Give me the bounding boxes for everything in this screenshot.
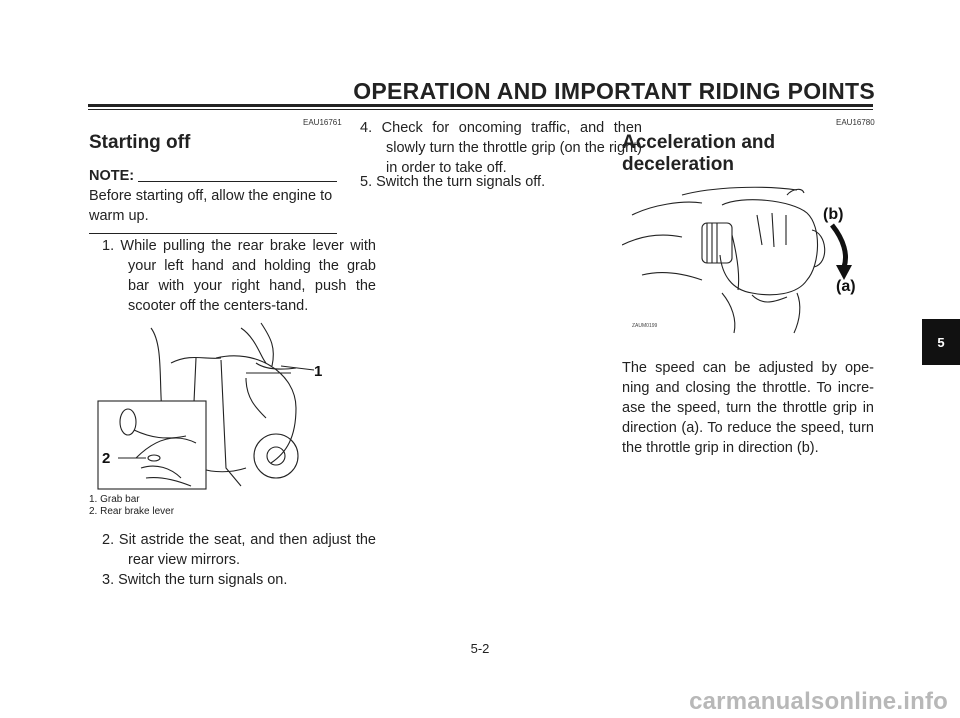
step-2: 2. Sit astride the seat, and then adjust the rear view mirrors. [102,532,376,568]
note-block [89,166,337,234]
step-1: 1. While pulling the rear brake lever with your left hand and holding the grab bar with your right hand, push the scooter off the centers-tand. [102,238,376,314]
page-header-title: OPERATION AND IMPORTANT RIDING POINTS [353,78,875,104]
section-code: EAU16780 [836,118,875,127]
page-number: 5-2 [470,641,490,656]
note-rule [138,181,337,182]
callout-2: 2 [102,450,111,467]
scooter-push-figure [96,318,328,490]
step-3: 3. Switch the turn signals on. [102,572,288,588]
header-rule [88,104,873,107]
figure-captions [89,494,174,518]
chapter-tab: 5 [922,319,960,365]
section-heading: Starting off [89,132,191,153]
caption-1: 1. Grab bar [89,494,140,505]
label-a: (a) [836,278,856,295]
callout-1: 1 [314,363,323,380]
section-code: EAU16761 [303,118,342,127]
throttle-grip-figure [622,185,874,335]
note-text: Before starting off, allow the engine to warm up. [89,188,333,224]
note-bottom-rule [89,233,337,234]
label-b: (b) [823,206,844,223]
step-5: 5. Switch the turn signals off. [360,174,546,190]
note-label: NOTE: [89,168,135,184]
figure-code: ZAUM0199 [632,323,658,329]
step-4: 4. Check for oncoming traffic, and then slowly turn the throttle grip (on the right) in order to take off. [360,120,642,176]
watermark: carmanualsonline.info [689,688,948,715]
header-rule-thin [88,109,873,110]
throttle-paragraph: The speed can be adjusted by ope-ning and closing the throttle. To incre-ase the speed, turn the throttle grip in direction (a). To reduce the speed, turn the throttle grip in direction (b). [622,360,874,456]
caption-2: 2. Rear brake lever [89,506,175,517]
section-heading: Acceleration and deceleration [622,132,776,175]
